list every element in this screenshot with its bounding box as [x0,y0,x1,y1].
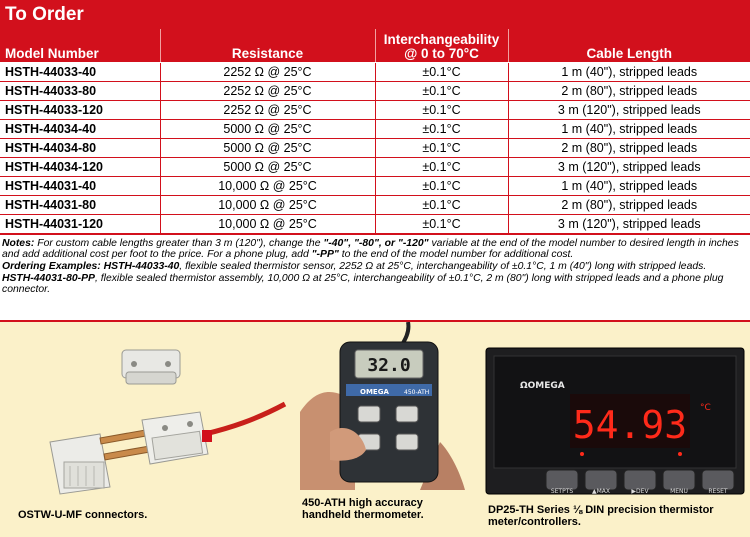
order-table [0,29,750,235]
controller-photo [484,346,746,496]
note-suffix: "-PP" [311,249,339,260]
cell-interchangeability: ±0.1°C [375,119,508,138]
product-photo-panel [0,320,750,537]
cell-cable-length: 3 m (120"), stripped leads [508,157,750,176]
cell-cable-length: 2 m (80"), stripped leads [508,138,750,157]
thermometer-model-label: 450-ATH [404,389,430,396]
notes-label: Notes: [2,238,35,249]
cell-interchangeability: ±0.1°C [375,176,508,195]
header-interchangeability [375,29,508,62]
cell-cable-length: 2 m (80"), stripped leads [508,195,750,214]
thermometer-brand-label: OMEGA [360,388,389,396]
cell-interchangeability: ±0.1°C [375,157,508,176]
note-text: to the end of the model number for additional cost. [338,249,574,260]
notes-section [2,238,748,296]
controller-brand-label: ΩOMEGA [520,381,565,391]
cell-cable-length: 2 m (80"), stripped leads [508,81,750,100]
button-label-menu: MENU [670,488,688,495]
cell-interchangeability: ±0.1°C [375,100,508,119]
ordering-example-2 [2,273,748,295]
cell-interchangeability: ±0.1°C [375,138,508,157]
note-text: For custom cable lengths greater than 3 m (120"), change the [34,238,324,249]
table-row [0,195,750,214]
cell-model: HSTH-44034-40 [0,119,160,138]
button-label-setpts: SETPTS [550,488,574,495]
header-interchangeability-line2: @ 0 to 70°C [404,45,479,61]
cell-cable-length: 1 m (40"), stripped leads [508,119,750,138]
button-label-max: ▲MAX [591,488,611,495]
custom-length-note [2,238,748,260]
cell-resistance: 2252 Ω @ 25°C [160,62,375,81]
large-connector-image [50,412,212,494]
cell-resistance: 5000 Ω @ 25°C [160,119,375,138]
table-row [0,214,750,234]
controller-caption-line2: meter/controllers. [488,516,581,528]
controller-caption [488,504,714,528]
note-text: variable at the end of the model number to desired length in inches and add additional cost per foot to the price. For a phone plug, add [2,238,739,260]
cell-cable-length: 3 m (120"), stripped leads [508,214,750,234]
thermometer-device [340,342,438,482]
table-row [0,119,750,138]
header-model-number: Model Number [0,29,160,62]
cell-resistance: 10,000 Ω @ 25°C [160,214,375,234]
connectors-caption: OSTW-U-MF connectors. [18,509,148,521]
cell-model: HSTH-44031-80 [0,195,160,214]
section-title: To Order [5,4,84,25]
cell-interchangeability: ±0.1°C [375,195,508,214]
thermometer-caption-line2: handheld thermometer. [302,509,424,521]
connectors-photo [30,342,290,502]
cell-interchangeability: ±0.1°C [375,62,508,81]
note-variable: "-40", "-80", or "-120" [323,238,429,249]
cell-cable-length: 1 m (40"), stripped leads [508,62,750,81]
button-label-dev: ▶DEV [631,488,649,495]
cell-model: HSTH-44031-40 [0,176,160,195]
section-banner [0,0,750,29]
cell-resistance: 2252 Ω @ 25°C [160,100,375,119]
cell-model: HSTH-44033-120 [0,100,160,119]
cell-resistance: 5000 Ω @ 25°C [160,138,375,157]
ordering-examples-label: Ordering Examples: HSTH-44033-40 [2,261,180,272]
cell-resistance: 5000 Ω @ 25°C [160,157,375,176]
table-row [0,138,750,157]
controller-device [486,348,744,495]
cell-model: HSTH-44031-120 [0,214,160,234]
table-row [0,100,750,119]
note-text: , flexible sealed thermistor assembly, 10,000 Ω at 25°C, interchangeability of ±0.1°C, 2 m (80") long with stripped leads and a phone plug connector. [2,273,724,295]
cell-model: HSTH-44034-120 [0,157,160,176]
table-row [0,81,750,100]
cell-model: HSTH-44033-40 [0,62,160,81]
header-resistance: Resistance [160,29,375,62]
controller-caption-line1: DP25-TH Series ⅛ DIN precision thermistor [488,504,714,516]
ordering-example-model: HSTH-44031-80-PP [2,273,95,284]
thermometer-caption [302,497,424,521]
header-interchangeability-line1: Interchangeability [383,31,500,47]
cell-interchangeability: ±0.1°C [375,81,508,100]
cell-cable-length: 3 m (120"), stripped leads [508,100,750,119]
thermometer-display: 32.0 [367,355,411,376]
note-text: , flexible sealed thermistor sensor, 2252 Ω at 25°C, interchangeability of ±0.1°C, 1 m (40") long with stripped leads. [179,261,707,272]
table-row [0,157,750,176]
ordering-example-1 [2,261,748,272]
cell-resistance: 10,000 Ω @ 25°C [160,176,375,195]
cell-cable-length: 1 m (40"), stripped leads [508,176,750,195]
table-row [0,176,750,195]
controller-unit-label: °C [700,403,711,413]
button-label-reset: RESET [708,488,728,495]
table-header-row [0,29,750,62]
cell-resistance: 2252 Ω @ 25°C [160,81,375,100]
header-cable-length: Cable Length [508,29,750,62]
small-connector-image [122,350,180,384]
thermometer-photo [300,322,470,490]
cell-resistance: 10,000 Ω @ 25°C [160,195,375,214]
cell-interchangeability: ±0.1°C [375,214,508,234]
cell-model: HSTH-44033-80 [0,81,160,100]
cell-model: HSTH-44034-80 [0,138,160,157]
controller-display: 54.93 [572,403,688,447]
table-row [0,62,750,81]
thermometer-caption-line1: 450-ATH high accuracy [302,497,423,509]
